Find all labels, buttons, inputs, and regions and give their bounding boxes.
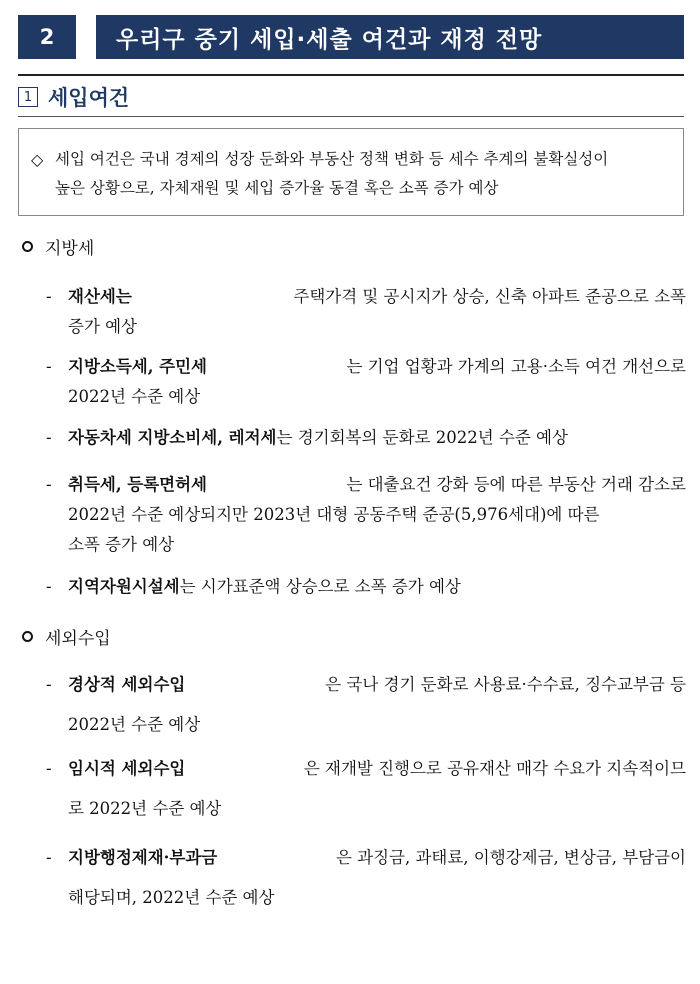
item-line — [46, 705, 686, 745]
item-line — [46, 282, 686, 312]
list-item — [46, 838, 686, 918]
subsection-local-tax — [22, 234, 94, 259]
list-item — [46, 749, 686, 829]
item-keyword: 임시적 세외수입 — [68, 759, 186, 778]
subsection-non-tax — [22, 624, 111, 649]
dash-bullet: - — [46, 675, 52, 694]
item-line — [46, 312, 686, 342]
diamond-icon: ◇ — [31, 150, 44, 169]
divider-top — [18, 74, 684, 76]
item-keyword: 지역자원시설세 — [68, 577, 180, 596]
divider-section — [18, 116, 684, 117]
summary-text-2: 높은 상황으로, 자체재원 및 세입 증가율 동결 혹은 소폭 증가 예상 — [55, 179, 499, 197]
item-keyword: 재산세는 — [68, 287, 132, 306]
item-text: 주택가격 및 공시지가 상승, 신축 아파트 준공으로 소폭 — [293, 287, 686, 306]
item-keyword: 경상적 세외수입 — [68, 675, 186, 694]
chapter-title: 우리구 중기 세입·세출 여건과 재정 전망 — [96, 15, 684, 59]
item-line — [46, 530, 686, 560]
dash-bullet: - — [46, 848, 52, 867]
item-keyword: 취득세, 등록면허세 — [68, 475, 208, 494]
item-text: 로 2022년 수준 예상 — [68, 799, 222, 818]
summary-line-2 — [31, 174, 673, 203]
item-text: 은 과징금, 과태료, 이행강제금, 변상금, 부담금이 — [335, 848, 686, 867]
summary-text-1: 세입 여건은 국내 경제의 성장 둔화와 부동산 정책 변화 등 세수 추계의 불확실성이 — [55, 150, 609, 168]
subsection-title: 지방세 — [45, 239, 95, 259]
dash-bullet: - — [46, 357, 52, 376]
item-text: 소폭 증가 예상 — [68, 535, 175, 554]
list-item — [46, 572, 686, 602]
item-text: 2022년 수준 예상 — [68, 387, 201, 406]
item-keyword: 지방소득세, 주민세 — [68, 357, 208, 376]
section-title: 세입여건 — [48, 86, 130, 110]
item-keyword: 지방행정제재·부과금 — [68, 848, 218, 867]
item-text: 은 국나 경기 둔화로 사용료·수수료, 징수교부금 등 — [325, 675, 686, 694]
dash-bullet: - — [46, 475, 52, 494]
circle-bullet-icon — [22, 631, 33, 642]
list-item — [46, 282, 686, 342]
item-keyword: 자동차세 지방소비세, 레저세 — [68, 428, 277, 447]
item-text: 증가 예상 — [68, 317, 138, 336]
list-item — [46, 665, 686, 745]
subsection-title: 세외수입 — [45, 629, 111, 649]
item-text: 은 재개발 진행으로 공유재산 매각 수요가 지속적이므 — [303, 759, 686, 778]
item-line — [46, 838, 686, 878]
item-line — [46, 500, 686, 530]
item-line — [46, 382, 686, 412]
item-line — [46, 423, 686, 453]
summary-box — [18, 128, 684, 216]
dash-bullet: - — [46, 577, 52, 596]
item-line — [46, 749, 686, 789]
summary-line-1 — [31, 145, 673, 174]
item-line — [46, 352, 686, 382]
circle-bullet-icon — [22, 241, 33, 252]
item-text: 는 시가표준액 상승으로 소폭 증가 예상 — [179, 577, 461, 596]
item-line — [46, 572, 686, 602]
item-line — [46, 665, 686, 705]
list-item — [46, 470, 686, 560]
item-text: 는 경기회복의 둔화로 2022년 수준 예상 — [276, 428, 568, 447]
section-number: 1 — [18, 87, 38, 107]
item-text: 는 기업 업황과 가계의 고용·소득 여건 개선으로 — [346, 357, 686, 376]
item-text: 는 대출요건 강화 등에 따른 부동산 거래 감소로 — [346, 475, 686, 494]
item-text: 2022년 수준 예상되지만 2023년 대형 공동주택 준공(5,976세대)에 따른 — [68, 505, 600, 524]
dash-bullet: - — [46, 759, 52, 778]
chapter-number: 2 — [18, 15, 76, 59]
item-line — [46, 789, 686, 829]
item-text: 2022년 수준 예상 — [68, 715, 201, 734]
list-item — [46, 423, 686, 453]
section-heading — [18, 82, 129, 112]
dash-bullet: - — [46, 428, 52, 447]
dash-bullet: - — [46, 287, 52, 306]
item-line — [46, 878, 686, 918]
item-line — [46, 470, 686, 500]
item-text: 해당되며, 2022년 수준 예상 — [68, 888, 275, 907]
list-item — [46, 352, 686, 412]
